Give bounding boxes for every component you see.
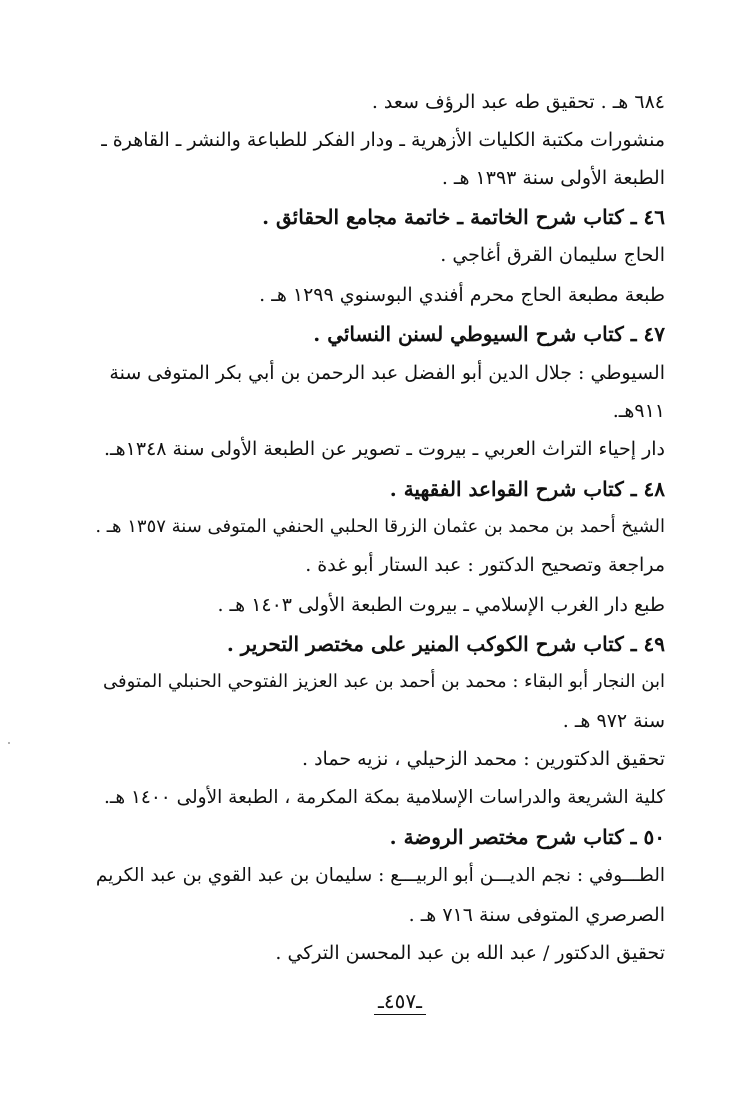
text-line: ٩١١هـ.	[612, 400, 665, 422]
text-line: السيوطي : جلال الدين أبو الفضل عبد الرحمن بن أبي بكر المتوفى سنة	[109, 362, 665, 384]
text-line: الطبعة الأولى سنة ١٣٩٣ هـ .	[441, 167, 665, 189]
text-line: مراجعة وتصحيح الدكتور : عبد الستار أبو غدة .	[305, 554, 665, 576]
text-line: سنة ٩٧٢ هـ .	[562, 710, 665, 732]
entry-heading: ٤٧ ـ كتاب شرح السيوطي لسنن النسائي .	[313, 322, 665, 346]
entry-heading: ٤٦ ـ كتاب شرح الخاتمة ـ خاتمة مجامع الحقائق .	[262, 205, 665, 229]
text-line: الطـــوفي : نجم الديـــن أبو الربيـــع : سليمان بن عبد القوي بن عبد الكريم	[95, 865, 665, 886]
text-line: كلية الشريعة والدراسات الإسلامية بمكة المكرمة ، الطبعة الأولى ١٤٠٠ هـ.	[104, 787, 665, 808]
page-number-text: ـ٤٥٧ـ	[374, 988, 426, 1015]
page-number	[0, 988, 747, 1015]
text-line: الصرصري المتوفى سنة ٧١٦ هـ .	[408, 904, 665, 926]
text-line: الشيخ أحمد بن محمد بن عثمان الزرقا الحلبي الحنفي المتوفى سنة ١٣٥٧ هـ .	[95, 516, 665, 537]
text-line: الحاج سليمان القرق أغاجي .	[440, 244, 665, 266]
text-line: طبعة مطبعة الحاج محرم أفندي البوسنوي ١٢٩٩ هـ .	[259, 284, 665, 306]
text-line: تحقيق الدكتورين : محمد الزحيلي ، نزيه حماد .	[302, 748, 665, 770]
text-line: طبع دار الغرب الإسلامي ـ بيروت الطبعة الأولى ١٤٠٣ هـ .	[217, 594, 665, 616]
entry-heading: ٤٩ ـ كتاب شرح الكوكب المنير على مختصر التحرير .	[226, 632, 665, 656]
entry-heading: ٤٨ ـ كتاب شرح القواعد الفقهية .	[389, 477, 665, 501]
margin-mark	[8, 742, 10, 744]
text-line: دار إحياء التراث العربي ـ بيروت ـ تصوير عن الطبعة الأولى سنة ١٣٤٨هـ.	[104, 438, 665, 460]
text-line: ابن النجار أبو البقاء : محمد بن أحمد بن عبد العزيز الفتوحي الحنبلي المتوفى	[103, 671, 665, 692]
text-line: ٦٨٤ هـ . تحقيق طه عبد الرؤف سعد .	[371, 91, 665, 113]
text-line: تحقيق الدكتور / عبد الله بن عبد المحسن التركي .	[275, 942, 665, 964]
entry-heading: ٥٠ ـ كتاب شرح مختصر الروضة .	[389, 825, 665, 849]
text-line: منشورات مكتبة الكليات الأزهرية ـ ودار الفكر للطباعة والنشر ـ القاهرة ـ	[101, 129, 665, 151]
